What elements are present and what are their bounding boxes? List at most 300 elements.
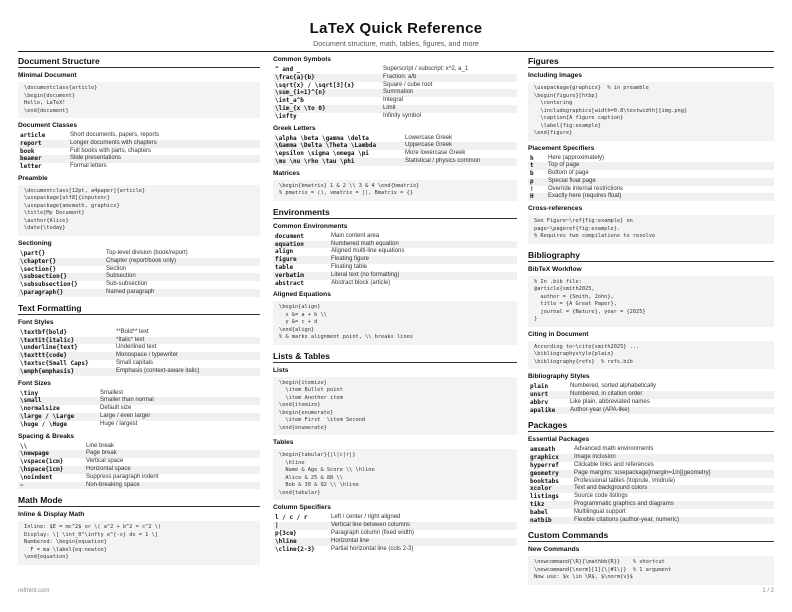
description-cell: Fraction: a/b (381, 74, 517, 82)
command-cell: ~ (18, 482, 84, 490)
command-cell: \alpha \beta \gamma \delta (275, 134, 369, 142)
code-line: \begin{enumerate} (279, 409, 334, 416)
code-line: According to~\cite{smith2025} ... (534, 343, 640, 350)
code-block (528, 82, 774, 141)
code-line: \end{equation} (24, 554, 69, 561)
description-cell: Sub-subsection (106, 281, 148, 288)
description-cell: Top-level division (book/report) (106, 249, 188, 256)
command-cell: \emph{emphasis} (18, 368, 114, 376)
subsection-title: Including Images (528, 72, 582, 79)
description-cell: Main content area (331, 232, 380, 239)
table-row (273, 89, 517, 97)
table-row (18, 281, 260, 289)
command-cell: geometry (528, 470, 572, 478)
subsection-title: BibTeX Workflow (528, 265, 582, 273)
command-cell: t (528, 162, 546, 170)
code-line: \begin{tabular}{|l|c|r|} (279, 452, 356, 459)
description-cell: Longer documents with chapters (68, 140, 260, 148)
description-cell: Partial horizontal line (cols 2-3) (331, 545, 414, 552)
command-cell: h (530, 154, 534, 162)
code-line: \end{tabular} (279, 489, 321, 496)
table-row (18, 397, 260, 405)
table-row (528, 383, 774, 391)
table-row (528, 170, 774, 178)
description-cell: Suppress paragraph indent (86, 473, 159, 480)
code-line: \begin{align} (279, 304, 321, 311)
code-line: page~\pageref{fig:example}. (534, 225, 621, 232)
code-line: Name & Age & Score \\ \hline (279, 467, 375, 474)
command-cell: \hspace{1cm} (18, 466, 84, 474)
header-rule (18, 51, 774, 52)
command-cell: beamer (18, 155, 68, 163)
description-cell: Numbered, sorted alphabetically (570, 383, 657, 390)
description-cell: Uppercase Greek (403, 142, 517, 150)
code-line: \title{My Document} (24, 210, 85, 217)
reference-table (273, 135, 517, 166)
command-cell: natbib (528, 517, 572, 525)
code-line: \newcommand{\norm}[1]{\|#1\|} % 1 argument (534, 566, 672, 573)
command-cell: \hline (273, 538, 329, 546)
description-cell: Image inclusion (572, 454, 774, 462)
reference-table (18, 250, 260, 297)
command-cell: booktabs (530, 477, 559, 485)
command-cell: b (530, 170, 534, 178)
command-cell: letter (20, 163, 42, 171)
command-cell: verbatim (273, 272, 329, 280)
command-cell: \int_a^b (275, 97, 304, 105)
command-cell: table (275, 263, 294, 271)
table-row (18, 148, 260, 156)
command-cell: \epsilon \sigma \omega \pi (275, 150, 369, 158)
description-cell: *Italic* text (114, 337, 260, 345)
command-cell: abbrv (530, 398, 549, 406)
description-cell: Limit (381, 105, 517, 113)
code-block (528, 276, 774, 327)
code-line: \item Another item (279, 394, 343, 401)
subsection-title: Sectioning (18, 239, 52, 247)
page-subtitle: Document structure, math, tables, figures, and more (313, 39, 479, 48)
table-row (273, 546, 517, 554)
code-block (18, 82, 260, 118)
section-title: Bibliography (528, 250, 774, 262)
description-cell: **Bold** text (116, 328, 149, 335)
command-cell: \normalsize (20, 405, 60, 413)
command-cell: xcolor (528, 485, 572, 493)
description-cell: Smaller than normal (98, 397, 260, 405)
command-cell: \mu \nu \rho \tau \phi (273, 158, 403, 166)
description-cell: Page break (84, 450, 260, 458)
code-line: \begin{bmatrix} 1 & 2 \\ 3 & 4 \end{bmatrix} (279, 182, 420, 189)
section-title: Document Structure (18, 56, 260, 68)
command-cell: figure (273, 256, 329, 264)
command-cell: \section{} (20, 265, 57, 273)
code-line: \bibliography{refs} % refs.bib (534, 358, 633, 365)
description-cell: Top of page (546, 162, 774, 170)
code-line: \item Bullet point (279, 387, 343, 394)
code-block (528, 556, 774, 585)
code-line: \usepackage{graphicx} % in preamble (534, 85, 649, 91)
command-cell: \subsubsection{} (20, 281, 78, 289)
description-cell: Floating figure (329, 256, 517, 264)
reference-table (273, 66, 517, 121)
command-cell: \chapter{} (18, 258, 104, 266)
table-row (528, 407, 774, 415)
subsection-title: Lists (273, 366, 289, 374)
description-cell: Exactly here (requires float) (546, 193, 774, 201)
command-cell: \large / \Large (18, 413, 98, 421)
table-row (18, 266, 260, 274)
description-cell: Huge / largest (100, 420, 138, 427)
description-cell: Clickable links and references (574, 462, 654, 469)
subsection-title: Preamble (18, 174, 48, 182)
code-line: \caption{A figure caption} (534, 115, 624, 121)
footer-page-number: 1 / 2 (762, 588, 774, 594)
command-cell: p (528, 178, 546, 186)
table-row (273, 264, 517, 272)
description-cell: Section (106, 265, 127, 272)
command-cell: babel (530, 508, 549, 516)
table-row (18, 474, 260, 482)
code-line: \newcommand{\R}{\mathbb{R}} % shortcut (534, 559, 665, 566)
command-cell: \frac{a}{b} (273, 74, 381, 82)
code-line: x &= a + b \\ (279, 311, 327, 318)
code-line: \begin{document} (24, 92, 76, 99)
code-block (528, 341, 774, 370)
command-cell: hyperref (530, 462, 559, 470)
code-line: \end{enumerate} (279, 424, 327, 431)
command-cell: \underline{text} (20, 344, 78, 352)
code-block (18, 185, 260, 236)
section-title: Custom Commands (528, 530, 774, 542)
command-cell: \sum_{i=1}^{n} (273, 89, 381, 97)
code-block (18, 521, 260, 565)
table-row (273, 538, 517, 546)
reference-table (528, 383, 774, 414)
code-block (273, 377, 517, 436)
description-cell: Here (approximately) (548, 154, 605, 161)
reference-table (528, 446, 774, 524)
table-row (528, 501, 774, 509)
code-block (273, 180, 517, 201)
command-cell: \textbf{bold} (20, 328, 67, 336)
description-cell: Named paragraph (104, 289, 260, 297)
code-line: Hello, LaTeX! (24, 100, 66, 106)
code-line: \usepackage{amsmath, graphicx} (24, 202, 120, 209)
code-line: \end{figure} (534, 130, 573, 136)
description-cell: Vertical line between columns (329, 522, 517, 530)
subsection-title: Greek Letters (273, 124, 316, 132)
command-cell: equation (273, 241, 329, 249)
code-block (273, 449, 517, 500)
table-row (273, 66, 517, 74)
description-cell: Vertical space (86, 458, 124, 465)
command-cell: report (18, 140, 68, 148)
table-row (273, 142, 517, 150)
table-row (273, 97, 517, 105)
command-cell: \texttt{code} (18, 352, 114, 360)
column-3 (528, 56, 774, 587)
command-cell: tikz (528, 501, 572, 509)
command-cell: \lim_{x \to 0} (273, 105, 381, 113)
section-title: Text Formatting (18, 303, 260, 315)
subsection-title: Essential Packages (528, 436, 590, 444)
description-cell: Monospace / typewriter (114, 352, 260, 360)
description-cell: Subsection (104, 273, 260, 281)
code-line: \item First \item Second (279, 417, 366, 424)
command-cell: p{3cm} (275, 529, 297, 537)
table-row (18, 140, 260, 148)
section-title: Packages (528, 420, 774, 432)
subsection-title: Inline & Display Math (18, 511, 85, 519)
table-row (18, 337, 260, 345)
description-cell: Source code listings (574, 493, 628, 500)
section-title: Environments (273, 207, 517, 219)
table-row (18, 155, 260, 163)
subsection-title: Minimal Document (18, 72, 77, 79)
command-cell: abstract (275, 279, 304, 287)
command-cell: book (20, 147, 35, 155)
command-cell: unsrt (528, 391, 568, 399)
code-line: \usepackage[utf8]{inputenc} (24, 195, 111, 202)
section-title: Lists & Tables (273, 351, 517, 363)
command-cell: plain (530, 383, 549, 391)
code-line: journal = {Nature}, year = {2025} (534, 308, 646, 315)
command-cell: \small (18, 397, 98, 405)
table-row (528, 509, 774, 517)
subsection-title: New Commands (528, 546, 580, 554)
subsection-title: Placement Specifiers (528, 144, 595, 152)
command-cell: ! (530, 185, 534, 193)
description-cell: Paragraph column (fixed width) (331, 529, 415, 536)
description-cell: Small capitals (116, 359, 154, 366)
table-row (273, 135, 517, 143)
table-row (528, 193, 774, 201)
table-row (273, 272, 517, 280)
table-row (528, 446, 774, 454)
command-cell: \newpage (18, 450, 84, 458)
code-block (528, 215, 774, 244)
table-row (18, 390, 260, 398)
description-cell: Abstract block (article) (331, 279, 391, 286)
code-line: \begin{itemize} (279, 379, 327, 386)
description-cell: Chapter (report/book only) (104, 258, 260, 266)
subsection-title: Cross-references (528, 205, 583, 213)
table-row (18, 450, 260, 458)
command-cell: \sqrt{x} / \sqrt[3]{x} (275, 81, 355, 89)
description-cell: Statistical / physics common (403, 158, 517, 166)
description-cell: Superscript / subscript: x^2, a_1 (383, 66, 469, 72)
description-cell: Infinity symbol (383, 112, 422, 119)
code-line: \end{align} (279, 326, 315, 333)
table-row (528, 517, 774, 525)
description-cell: Left / center / right aligned (331, 514, 401, 521)
command-cell: \infty (275, 112, 297, 120)
command-cell: apalike (528, 407, 568, 415)
command-cell: H (528, 193, 546, 201)
footer-site: refmint.com (18, 588, 50, 594)
command-cell: \Gamma \Delta \Theta \Lambda (273, 142, 403, 150)
command-cell: \noindent (20, 473, 53, 481)
table-row (528, 162, 774, 170)
table-row (273, 74, 517, 82)
table-row (528, 493, 774, 501)
table-row (273, 522, 517, 530)
command-cell: \paragraph{} (18, 289, 104, 297)
subsection-title: Font Sizes (18, 379, 51, 387)
table-row (18, 421, 260, 429)
description-cell: Multilingual support (574, 508, 626, 515)
command-cell: | (273, 522, 329, 530)
table-row (18, 344, 260, 352)
command-cell: ^ and _ (275, 66, 301, 73)
description-cell: Integral (383, 97, 404, 104)
table-row (18, 289, 260, 297)
command-cell: \textit{italic} (18, 337, 114, 345)
description-cell: Short documents, papers, reports (70, 132, 160, 138)
table-row (18, 352, 260, 360)
code-line: \documentclass{article} (24, 85, 98, 91)
description-cell: Page margins: \usepackage[margin=1in]{geometry} (572, 470, 774, 478)
table-row (528, 155, 774, 163)
description-cell: Like plain, abbreviated names (570, 398, 650, 405)
table-row (528, 470, 774, 478)
code-line: Bob & 30 & 92 \\ \hline (279, 482, 359, 489)
table-row (528, 462, 774, 470)
table-row (18, 466, 260, 474)
reference-table (18, 132, 260, 171)
command-cell: \tiny (20, 389, 39, 397)
command-cell: \textsc{Small Caps} (20, 359, 89, 367)
table-row (18, 329, 260, 337)
table-row (18, 258, 260, 266)
description-cell: Line break (86, 442, 115, 449)
command-cell: \subsection{} (18, 273, 104, 281)
code-line: % Requires two compilations to resolve (534, 233, 656, 240)
page-header (0, 20, 792, 48)
subsection-title: Bibliography Styles (528, 373, 590, 381)
code-line: Display: \[ \int_0^\infty e^{-x} dx = 1 \] (24, 531, 158, 538)
command-cell: l / c / r (275, 514, 308, 522)
description-cell: Text and background colors (572, 485, 774, 493)
description-cell: Override internal restrictions (548, 185, 624, 192)
description-cell: Horizontal line (329, 538, 517, 546)
reference-table (528, 155, 774, 202)
description-cell: Full books with parts, chapters (70, 147, 152, 154)
table-row (273, 233, 517, 241)
subsection-title: Aligned Equations (273, 291, 331, 299)
code-line: \date{\today} (24, 225, 66, 232)
table-row (18, 360, 260, 368)
subsection-title: Citing in Document (528, 330, 589, 338)
description-cell: Square / cube root (383, 81, 433, 88)
code-line: % & marks alignment point, \\ breaks lines (279, 334, 413, 341)
code-line: Alice & 25 & 88 \\ (279, 474, 343, 481)
description-cell: Bottom of page (548, 170, 589, 177)
description-cell: Slide presentations (68, 155, 260, 163)
description-cell: Professional tables (\toprule, \midrule) (574, 477, 676, 484)
reference-table (18, 390, 260, 429)
subsection-title: Common Symbols (273, 56, 331, 63)
description-cell: Flexible citations (author-year, numeric) (572, 517, 774, 525)
description-cell: Lowercase Greek (405, 134, 453, 141)
code-line: @article{smith2025, (534, 286, 595, 293)
table-row (273, 150, 517, 158)
table-row (273, 105, 517, 113)
column-2 (273, 56, 517, 555)
code-line: Numbered: \begin{equation} (24, 539, 107, 546)
table-row (528, 391, 774, 399)
table-row (528, 186, 774, 194)
command-cell: \vspace{1cm} (20, 458, 64, 466)
description-cell: Smallest (100, 389, 124, 396)
code-line: \documentclass[12pt, a4paper]{article} (24, 187, 146, 194)
column-1 (18, 56, 260, 567)
table-row (528, 485, 774, 493)
command-cell: article (20, 132, 46, 139)
reference-table (18, 329, 260, 376)
table-row (18, 413, 260, 421)
code-line: \centering (534, 100, 573, 106)
reference-table (273, 514, 517, 553)
code-line: Now use: $x \in \R$, $\norm{v}$ (534, 574, 633, 581)
subsection-title: Column Specifiers (273, 504, 331, 512)
command-cell: align (275, 248, 294, 256)
code-line: y &= c + d (279, 319, 318, 326)
code-block (273, 301, 517, 345)
command-cell: \huge / \Huge (20, 420, 67, 428)
table-row (18, 482, 260, 490)
description-cell: Programmatic graphics and diagrams (572, 501, 774, 509)
table-row (18, 458, 260, 466)
code-line: \begin{figure}[htbp] (534, 92, 598, 99)
description-cell: Literal text (no formatting) (329, 272, 517, 280)
command-cell: \cline{2-3} (275, 545, 315, 553)
description-cell: Special float page (546, 178, 774, 186)
command-cell: document (275, 232, 304, 240)
reference-table (273, 233, 517, 288)
description-cell: Author-year (APA-like) (568, 407, 774, 415)
table-row (528, 478, 774, 486)
table-row (273, 256, 517, 264)
code-line: \end{document} (24, 107, 69, 114)
reference-table (18, 443, 260, 490)
table-row (528, 178, 774, 186)
table-row (18, 405, 260, 413)
table-row (273, 280, 517, 288)
description-cell: Default size (100, 405, 132, 412)
page-title: LaTeX Quick Reference (309, 20, 483, 37)
description-cell: Underlined text (116, 344, 157, 351)
code-line: } (534, 316, 538, 323)
table-row (273, 248, 517, 256)
command-cell: \part{} (20, 249, 46, 257)
table-row (528, 454, 774, 462)
subsection-title: Matrices (273, 169, 300, 177)
description-cell: Aligned multi-line equations (331, 248, 405, 255)
code-line: \includegraphics[width=0.8\textwidth]{img.png} (534, 107, 688, 114)
section-title: Figures (528, 56, 774, 68)
description-cell: Horizontal space (84, 466, 260, 474)
table-row (273, 530, 517, 538)
table-row (18, 132, 260, 140)
table-row (273, 158, 517, 166)
command-cell: graphicx (528, 454, 572, 462)
command-cell: \\ (20, 442, 28, 450)
table-row (273, 82, 517, 90)
code-line: title = {A Great Paper}, (534, 301, 617, 308)
description-cell: Formal letters (70, 163, 107, 170)
table-row (273, 241, 517, 249)
